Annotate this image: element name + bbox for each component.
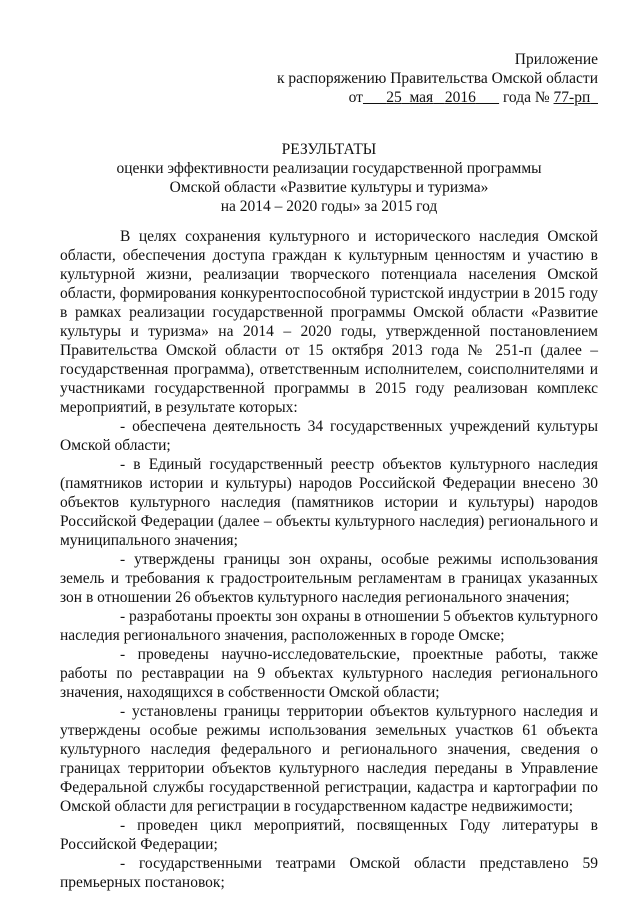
document-subtitle-line-2: Омской области «Развитие культуры и туризма» xyxy=(169,179,489,196)
annex-date-line xyxy=(277,88,598,107)
list-item: - государственными театрами Омской области представлено 59 премьерных постановок; xyxy=(60,855,598,891)
annex-title: Приложение xyxy=(514,51,598,68)
date-value xyxy=(363,89,499,106)
date-day: 25 xyxy=(386,89,402,106)
annex-order-reference: к распоряжению Правительства Омской области xyxy=(276,70,598,87)
annex-block xyxy=(277,50,598,107)
list-item: - разработаны проекты зон охраны в отношении 5 объектов культурного наследия регионального значения, расположенных в городе Омске; xyxy=(60,608,598,644)
list-item: - обеспечена деятельность 34 государственных учреждений культуры Омской области; xyxy=(60,418,598,454)
intro-paragraph: В целях сохранения культурного и исторического наследия Омской области, обеспечения доступа граждан к культурным ценностям и участию в культурной жизни, реализации творческого потенциала населения Омской области, формирования конкурентоспособной туристской индустрии в 2015 году в рамках реализации государственной программы Омской области «Развитие культуры и туризма» на 2014 – 2020 годы, утвержденной постановлением Правительства Омской области от 15 октября 2013 года № 251-п (далее – государственная программа), ответственным исполнителем, соисполнителями и участниками государственной программы в 2015 году реализован комплекс мероприятий, в результате которых: xyxy=(60,228,598,416)
list-item: - проведены научно-исследовательские, проектные работы, также работы по реставрации на 9 объектах культурного наследия регионального значения, находящихся в собственности Омской области; xyxy=(60,646,598,701)
list-item: - в Единый государственный реестр объектов культурного наследия (памятников истории и культуры) народов Российской Федерации внесено 30 объектов культурного наследия (памятников истории и культуры) народов Российской Федерации (далее – объекты культурного наследия) регионального и муниципального значения; xyxy=(60,456,598,549)
list-item: - установлены границы территории объектов культурного наследия и утверждены особые режимы использования земельных участков 61 объекта культурного наследия федерального и регионального значения, сведения о границах территории объектов культурного наследия переданы в Управление Федеральной службы государственной регистрации, кадастра и картографии по Омской области для регистрации в государственном кадастре недвижимости; xyxy=(60,703,598,815)
date-year: 2016 xyxy=(444,89,476,106)
document-subtitle-line-1: оценки эффективности реализации государственной программы xyxy=(116,160,542,177)
document-heading: РЕЗУЛЬТАТЫ xyxy=(281,141,377,158)
date-prefix: от xyxy=(348,89,363,106)
document-body xyxy=(60,227,598,892)
document-title-block xyxy=(60,140,598,216)
document-subtitle-line-3: на 2014 – 2020 годы» за 2015 год xyxy=(220,198,438,215)
date-month: мая xyxy=(409,89,434,106)
order-number: 77-рп xyxy=(553,89,591,106)
list-item: - утверждены границы зон охраны, особые режимы использования земель и требования к градостроительным регламентам в границах указанных зон в отношении 26 объектов культурного наследия регионального значения; xyxy=(60,551,598,606)
year-word: года № xyxy=(502,89,550,106)
list-item: - проведен цикл мероприятий, посвященных Году литературы в Российской Федерации; xyxy=(60,817,598,853)
